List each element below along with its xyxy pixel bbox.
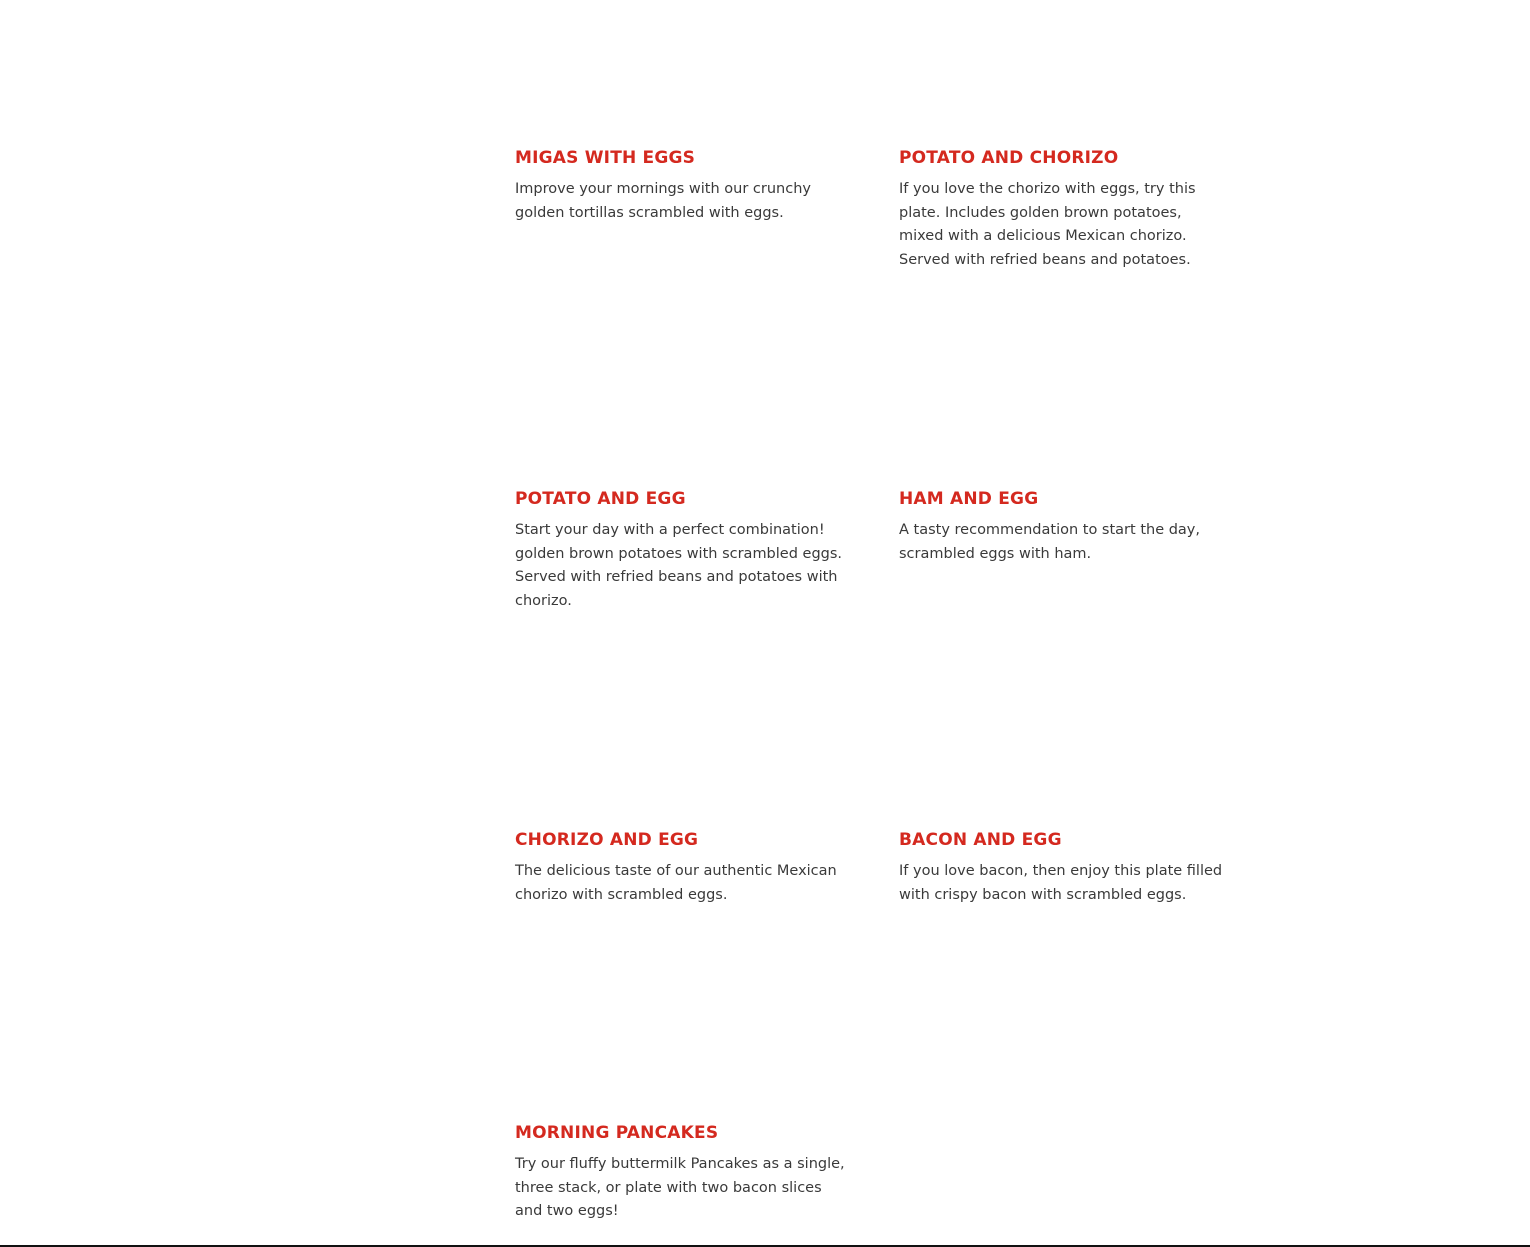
menu-item-potato-and-chorizo: [899, 147, 1219, 273]
menu-item-title: HAM AND EGG: [899, 489, 1039, 509]
menu-item-migas-with-eggs: [515, 147, 845, 225]
menu-item-description: A tasty recommendation to start the day, scrambled eggs with ham.: [899, 522, 1201, 562]
menu-item-description: Start your day with a perfect combination! golden brown potatoes with scrambled eggs. Served with refried beans and potatoes with chorizo.: [515, 522, 843, 610]
menu-item-title: BACON AND EGG: [899, 830, 1062, 850]
menu-item-chorizo-and-egg: [515, 829, 855, 907]
menu-item-description: The delicious taste of our authentic Mexican chorizo with scrambled eggs.: [515, 863, 837, 903]
menu-item-title: POTATO AND CHORIZO: [899, 148, 1119, 168]
menu-item-title: MIGAS WITH EGGS: [515, 148, 696, 168]
menu-item-description: If you love bacon, then enjoy this plate filled with crispy bacon with scrambled eggs.: [899, 863, 1223, 903]
menu-item-description: Improve your mornings with our crunchy golden tortillas scrambled with eggs.: [515, 181, 811, 221]
menu-item-morning-pancakes: [515, 1122, 845, 1224]
menu-item-bacon-and-egg: [899, 829, 1234, 907]
menu-item-potato-and-egg: [515, 488, 845, 614]
menu-item-description: If you love the chorizo with eggs, try this plate. Includes golden brown potatoes, mixed with a delicious Mexican chorizo. Served with refried beans and potatoes.: [899, 181, 1196, 269]
menu-item-description: Try our fluffy buttermilk Pancakes as a single, three stack, or plate with two bacon slices and two eggs!: [515, 1156, 845, 1220]
menu-item-title: POTATO AND EGG: [515, 489, 686, 509]
menu-item-title: CHORIZO AND EGG: [515, 830, 699, 850]
menu-item-ham-and-egg: [899, 488, 1229, 566]
menu-item-title: MORNING PANCAKES: [515, 1123, 719, 1143]
